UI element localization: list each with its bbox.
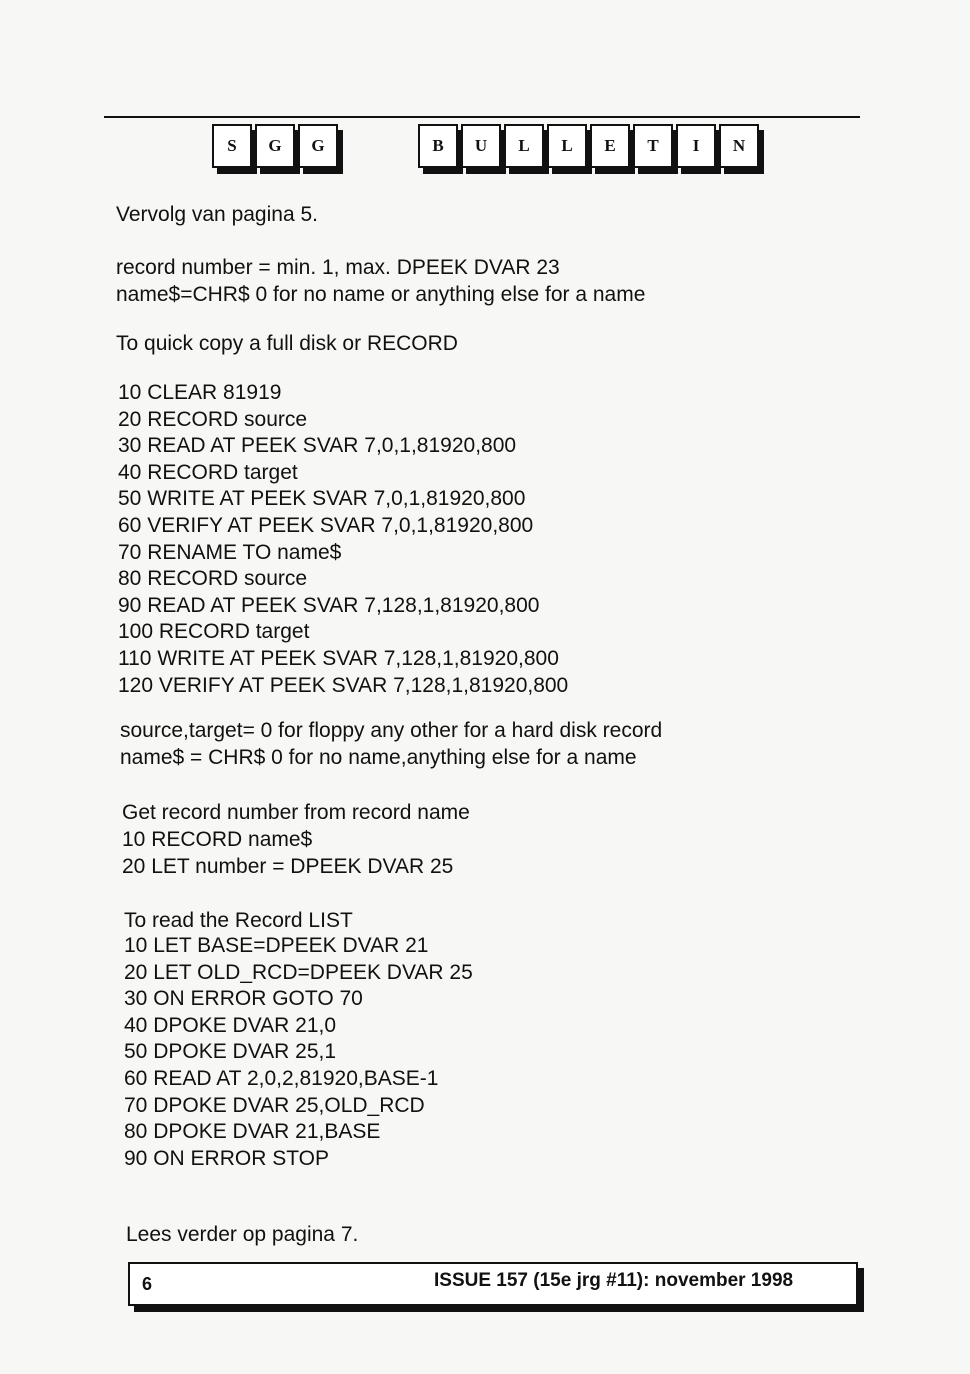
code-line: 40 DPOKE DVAR 21,0	[124, 1013, 337, 1037]
logo-letter: B	[418, 124, 458, 168]
code-line: 30 READ AT PEEK SVAR 7,0,1,81920,800	[118, 434, 517, 458]
code-line: 30 ON ERROR GOTO 70	[124, 987, 363, 1011]
section-title-quick-copy: To quick copy a full disk or RECORD	[116, 332, 458, 355]
text-line: name$=CHR$ 0 for no name or anything else for a name	[116, 282, 646, 306]
code-line: 80 DPOKE DVAR 21,BASE	[124, 1120, 381, 1144]
section-title-read-list: To read the Record LIST	[124, 909, 353, 932]
code-block-quick-copy	[118, 380, 568, 699]
logo-sgg	[212, 124, 338, 174]
logo-letter: T	[633, 124, 673, 168]
code-line: 70 DPOKE DVAR 25,OLD_RCD	[124, 1093, 425, 1117]
code-line: 10 LET BASE=DPEEK DVAR 21	[124, 934, 429, 957]
logo-letter: I	[676, 124, 716, 168]
code-line: 90 ON ERROR STOP	[124, 1146, 329, 1170]
code-line: 100 RECORD target	[118, 620, 310, 644]
code-block-read-list	[124, 933, 473, 1172]
code-line: 20 LET number = DPEEK DVAR 25	[122, 854, 454, 878]
code-line: 120 VERIFY AT PEEK SVAR 7,128,1,81920,800	[118, 673, 569, 697]
code-line: 80 RECORD source	[118, 567, 308, 591]
code-line: 20 RECORD source	[118, 407, 308, 431]
code-line: 70 RENAME TO name$	[118, 540, 342, 564]
logo-letter: N	[719, 124, 759, 168]
logo-letter: G	[298, 124, 338, 168]
text-line: source,target= 0 for floppy any other for a hard disk record	[120, 719, 663, 742]
page-number: 6	[142, 1274, 153, 1294]
code-line: 90 READ AT PEEK SVAR 7,128,1,81920,800	[118, 593, 540, 617]
logo-letter: E	[590, 124, 630, 168]
code-line: 60 VERIFY AT PEEK SVAR 7,0,1,81920,800	[118, 513, 534, 537]
logo-letter: L	[504, 124, 544, 168]
code-line: 10 RECORD name$	[122, 828, 313, 851]
continue-text: Lees verder op pagina 7.	[126, 1223, 359, 1246]
code-line: 40 RECORD target	[118, 460, 298, 484]
code-block-get-record	[122, 827, 453, 880]
footer-bar	[128, 1262, 858, 1306]
text-line: name$ = CHR$ 0 for no name,anything else for a name	[120, 745, 637, 769]
header-rule	[104, 116, 860, 118]
code-line: 60 READ AT 2,0,2,81920,BASE-1	[124, 1066, 439, 1090]
logo-letter: L	[547, 124, 587, 168]
logo-letter: U	[461, 124, 501, 168]
section-title-get-record: Get record number from record name	[122, 801, 470, 824]
logo-letter: S	[212, 124, 252, 168]
code-line: 110 WRITE AT PEEK SVAR 7,128,1,81920,800	[118, 646, 559, 670]
quick-copy-notes	[120, 718, 662, 771]
logo-letter: G	[255, 124, 295, 168]
intro-text: Vervolg van pagina 5.	[116, 203, 318, 226]
record-description	[116, 255, 645, 308]
code-line: 50 DPOKE DVAR 25,1	[124, 1040, 337, 1064]
issue-label: ISSUE 157 (15e jrg #11): november 1998	[434, 1270, 794, 1291]
text-line: record number = min. 1, max. DPEEK DVAR 23	[116, 256, 560, 279]
code-line: 20 LET OLD_RCD=DPEEK DVAR 25	[124, 960, 473, 984]
logo-bulletin	[418, 124, 759, 174]
code-line: 10 CLEAR 81919	[118, 381, 282, 404]
code-line: 50 WRITE AT PEEK SVAR 7,0,1,81920,800	[118, 487, 526, 511]
